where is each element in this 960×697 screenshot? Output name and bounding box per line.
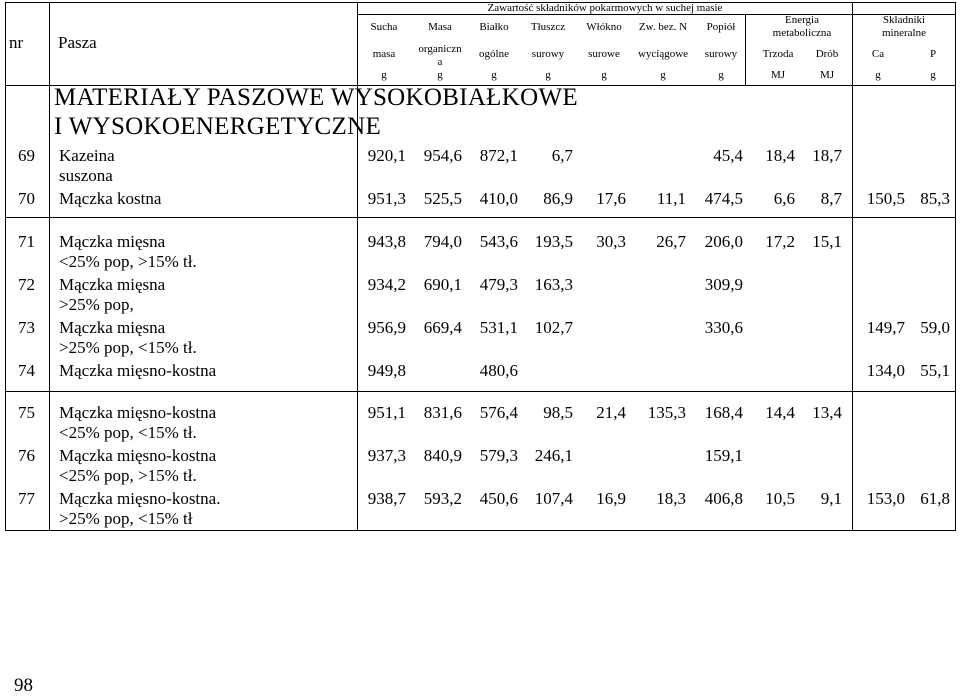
row-value: 15,1	[812, 232, 842, 251]
row-value: 480,6	[479, 361, 518, 380]
row-name: Mączka mięsna	[59, 232, 166, 251]
row-name: Mączka mięsno-kostna	[59, 403, 217, 422]
row-value: 149,7	[866, 318, 905, 337]
row-value: 159,1	[704, 446, 743, 465]
row-value: 951,3	[367, 189, 406, 208]
row-value: 406,8	[704, 489, 743, 508]
row-value: 474,5	[704, 189, 743, 208]
header-col-bottom: surowe	[588, 48, 620, 60]
row-value: 479,3	[479, 275, 518, 294]
row-value: 11,1	[656, 189, 686, 208]
row-value: 937,3	[367, 446, 406, 465]
header-col-top: Włókno	[586, 21, 622, 33]
page-number: 98	[14, 675, 33, 696]
row-value: 168,4	[704, 403, 743, 422]
row-value: 134,0	[866, 361, 905, 380]
col-divider-nr	[49, 2, 50, 531]
row-value: 246,1	[534, 446, 573, 465]
row-value: 102,7	[534, 318, 573, 337]
header-col-bottom: surowy	[704, 48, 738, 60]
header-mineralne: mineralne	[882, 27, 926, 39]
row-value: 954,6	[423, 146, 462, 165]
header-unit: g	[930, 69, 936, 81]
header-unit: MJ	[770, 69, 786, 81]
row-value: 920,1	[367, 146, 406, 165]
row-value: 150,5	[866, 189, 905, 208]
row-nr: 69	[18, 146, 35, 165]
row-value: 951,1	[367, 403, 406, 422]
header-pasza: Pasza	[58, 33, 97, 52]
header-nr: nr	[9, 33, 24, 52]
row-value: 98,5	[543, 403, 573, 422]
header-organiczn-a: a	[437, 56, 443, 68]
row-nr: 73	[18, 318, 35, 337]
row-value: 872,1	[479, 146, 518, 165]
row-nr: 77	[18, 489, 35, 508]
row-value: 669,4	[423, 318, 462, 337]
row-value: 85,3	[920, 189, 950, 208]
row-value: 14,4	[765, 403, 795, 422]
table-right-border	[955, 2, 956, 531]
row-nr: 72	[18, 275, 35, 294]
row-name: Mączka kostna	[59, 189, 162, 208]
header-unit: g	[437, 69, 443, 81]
row-value: 18,3	[656, 489, 686, 508]
row-value: 8,7	[820, 189, 842, 208]
row-nr: 70	[18, 189, 35, 208]
header-col-bottom: Trzoda	[762, 48, 794, 60]
table-bottom-border	[5, 530, 956, 531]
header-col-top: Popiół	[706, 21, 736, 33]
row-value: 934,2	[367, 275, 406, 294]
row-value: 16,9	[596, 489, 626, 508]
row-value: 576,4	[479, 403, 518, 422]
row-value: 193,5	[534, 232, 573, 251]
row-value: 107,4	[534, 489, 573, 508]
row-subtitle: >25% pop,	[59, 295, 134, 314]
header-unit: g	[660, 69, 666, 81]
row-subtitle: <25% pop, <15% tł.	[59, 423, 197, 442]
header-col-top: Białko	[479, 21, 509, 33]
header-unit: g	[601, 69, 607, 81]
row-nr: 74	[18, 361, 35, 380]
row-value: 153,0	[866, 489, 905, 508]
row-value: 309,9	[704, 275, 743, 294]
section-title-line-1: MATERIAŁY PASZOWE WYSOKOBIAŁKOWE	[54, 84, 578, 111]
row-value: 330,6	[704, 318, 743, 337]
row-value: 18,7	[812, 146, 842, 165]
row-value: 13,4	[812, 403, 842, 422]
header-col-bottom: ogólne	[479, 48, 509, 60]
row-value: 17,6	[596, 189, 626, 208]
header-unit: g	[718, 69, 724, 81]
row-value: 55,1	[920, 361, 950, 380]
row-value: 794,0	[423, 232, 462, 251]
row-value: 831,6	[423, 403, 462, 422]
header-col-bottom: wyciągowe	[637, 48, 689, 60]
header-metaboliczna: metaboliczna	[772, 27, 832, 39]
header-col-bottom: organiczn	[418, 43, 462, 55]
header-col-bottom: surowy	[531, 48, 565, 60]
row-value: 45,4	[713, 146, 743, 165]
row-value: 86,9	[543, 189, 573, 208]
row-nr: 76	[18, 446, 35, 465]
row-value: 543,6	[479, 232, 518, 251]
row-nr: 75	[18, 403, 35, 422]
header-unit: g	[381, 69, 387, 81]
row-value: 840,9	[423, 446, 462, 465]
header-unit: g	[545, 69, 551, 81]
row-value: 690,1	[423, 275, 462, 294]
row-value: 943,8	[367, 232, 406, 251]
row-value: 450,6	[479, 489, 518, 508]
row-name: Mączka mięsna	[59, 275, 166, 294]
header-unit: g	[491, 69, 497, 81]
row-subtitle: >25% pop, <15% tł	[59, 509, 193, 528]
row-value: 949,8	[367, 361, 406, 380]
row-value: 59,0	[920, 318, 950, 337]
table-left-border	[5, 2, 6, 531]
header-unit: g	[875, 69, 881, 81]
header-group-title: Zawartość składników pokarmowych w suchej masie	[487, 2, 723, 14]
header-energia: Energia	[784, 14, 819, 26]
row-subtitle: <25% pop, >15% tł.	[59, 466, 197, 485]
row-value: 26,7	[656, 232, 686, 251]
row-value: 17,2	[765, 232, 795, 251]
row-value: 6,6	[773, 189, 795, 208]
row-subtitle: >25% pop, <15% tł.	[59, 338, 197, 357]
row-value: 593,2	[423, 489, 462, 508]
row-name: Kazeina	[59, 146, 115, 165]
row-value: 61,8	[920, 489, 950, 508]
header-col-bottom: P	[929, 48, 937, 60]
header-col-top: Tłuszcz	[530, 21, 566, 33]
col-divider-energia	[852, 2, 853, 531]
row-name: Mączka mięsno-kostna.	[59, 489, 221, 508]
header-col-top: Masa	[428, 21, 452, 33]
row-value: 525,5	[423, 189, 462, 208]
row-value: 6,7	[551, 146, 573, 165]
header-col-bottom: Ca	[871, 48, 885, 60]
row-value: 206,0	[704, 232, 743, 251]
row-nr: 71	[18, 232, 35, 251]
header-col-bottom: Drób	[815, 48, 839, 60]
row-value: 938,7	[367, 489, 406, 508]
row-value: 410,0	[479, 189, 518, 208]
row-value: 163,3	[534, 275, 573, 294]
row-subtitle: suszona	[59, 166, 113, 185]
row-value: 956,9	[367, 318, 406, 337]
row-value: 21,4	[596, 403, 626, 422]
row-value: 9,1	[820, 489, 842, 508]
row-value: 135,3	[647, 403, 686, 422]
row-value: 30,3	[596, 232, 626, 251]
group-rule-1	[5, 217, 956, 218]
header-col-top: Zw. bez. N	[638, 21, 688, 33]
section-title-line-2: I WYSOKOENERGETYCZNE	[54, 113, 382, 140]
group-rule-2	[5, 391, 956, 392]
row-name: Mączka mięsna	[59, 318, 166, 337]
row-value: 10,5	[765, 489, 795, 508]
header-skladniki: Składniki	[882, 14, 926, 26]
row-name: Mączka mięsno-kostna	[59, 361, 217, 380]
row-name: Mączka mięsno-kostna	[59, 446, 217, 465]
header-col-bottom: masa	[372, 48, 396, 60]
row-subtitle: <25% pop, >15% tł.	[59, 252, 197, 271]
row-value: 579,3	[479, 446, 518, 465]
header-col-top: Sucha	[370, 21, 398, 33]
row-value: 531,1	[479, 318, 518, 337]
header-unit: MJ	[819, 69, 835, 81]
row-value: 18,4	[765, 146, 795, 165]
